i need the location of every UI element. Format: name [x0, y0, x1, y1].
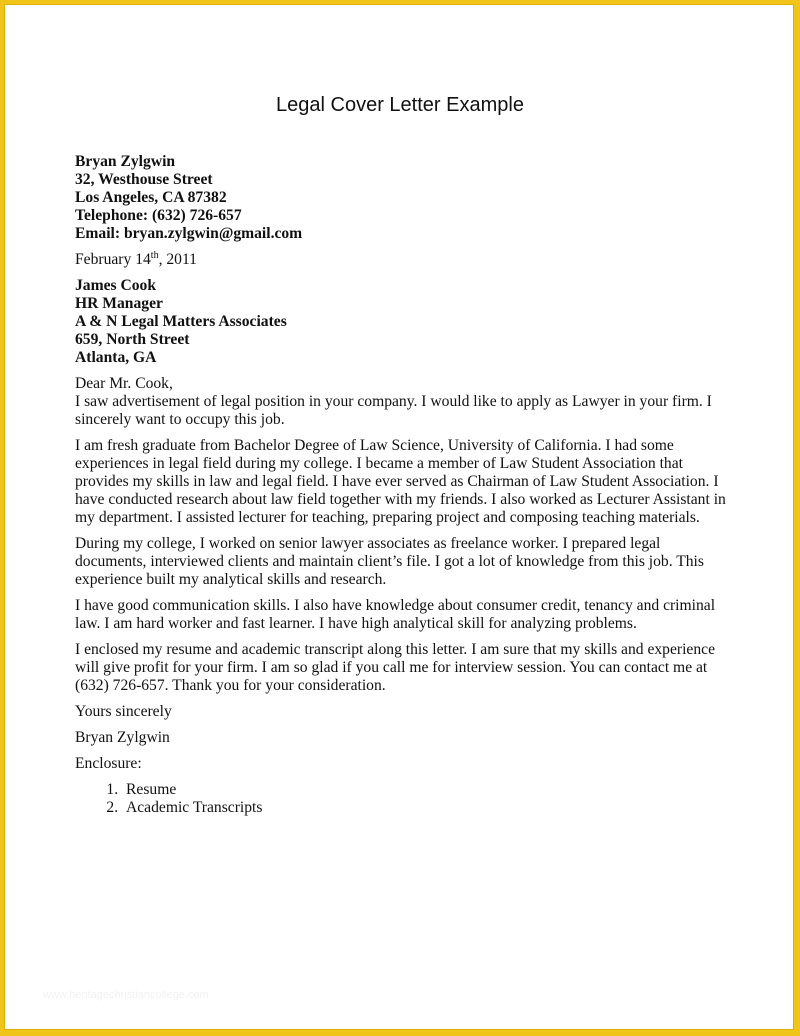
recipient-address [75, 277, 735, 367]
sender-telephone: Telephone: (632) 726-657 [75, 207, 242, 224]
enclosure-label: Enclosure: [75, 755, 142, 772]
letter-date [75, 251, 735, 269]
enclosure-list [75, 781, 735, 817]
recipient-street: 659, North Street [75, 331, 190, 348]
recipient-position: HR Manager [75, 295, 163, 312]
body-paragraph: I enclosed my resume and academic transcript along this letter. I am sure that my skills and experience will give profit for your firm. I am so glad if you call me for interview session. You can contact me at (632) 726-657. Thank you for your consideration. [75, 641, 715, 694]
signature-name: Bryan Zylgwin [75, 729, 170, 746]
recipient-company: A & N Legal Matters Associates [75, 313, 287, 330]
date-month-day: February 14 [75, 251, 151, 268]
recipient-name: James Cook [75, 277, 156, 294]
sender-city: Los Angeles, CA 87382 [75, 189, 227, 206]
sender-name: Bryan Zylgwin [75, 153, 176, 170]
watermark: www.heritagechristiancollege.com [43, 989, 209, 1001]
sender-address [75, 153, 735, 243]
enclosure-item: 1. Resume [122, 781, 735, 799]
body-paragraph: During my college, I worked on senior lawyer associates as freelance worker. I prepared legal documents, interviewed clients and maintain client’s file. I got a lot of knowledge from this job. This experience built my analytical skills and research. [75, 535, 704, 588]
sender-email: Email: bryan.zylgwin@gmail.com [75, 225, 303, 242]
date-year: , 2011 [158, 251, 197, 268]
salutation: Dear Mr. Cook, [75, 375, 173, 392]
letter-body [75, 153, 735, 817]
recipient-city: Atlanta, GA [75, 349, 157, 366]
body-paragraph: I am fresh graduate from Bachelor Degree of Law Science, University of California. I had some experiences in legal field during my college. I became a member of Law Student Association that provides my skills in law and legal field. I have ever served as Chairman of Law Student Association. I have conducted research about law field together with my friends. I also worked as Lecturer Assistant in my department. I assisted lecturer for teaching, preparing project and composing teaching materials. [75, 437, 726, 526]
date-suffix: th [150, 249, 159, 261]
body-paragraph: I saw advertisement of legal position in your company. I would like to apply as Lawyer in your firm. I sincerely want to occupy this job. [75, 393, 712, 428]
page-title: Legal Cover Letter Example [276, 94, 524, 116]
enclosure-item: 2. Academic Transcripts [122, 799, 735, 817]
body-paragraph: I have good communication skills. I also have knowledge about consumer credit, tenancy and criminal law. I am hard worker and fast learner. I have high analytical skill for analyzing problems. [75, 597, 716, 632]
closing: Yours sincerely [75, 703, 172, 720]
letter-page [4, 4, 794, 1030]
sender-street: 32, Westhouse Street [75, 171, 213, 188]
